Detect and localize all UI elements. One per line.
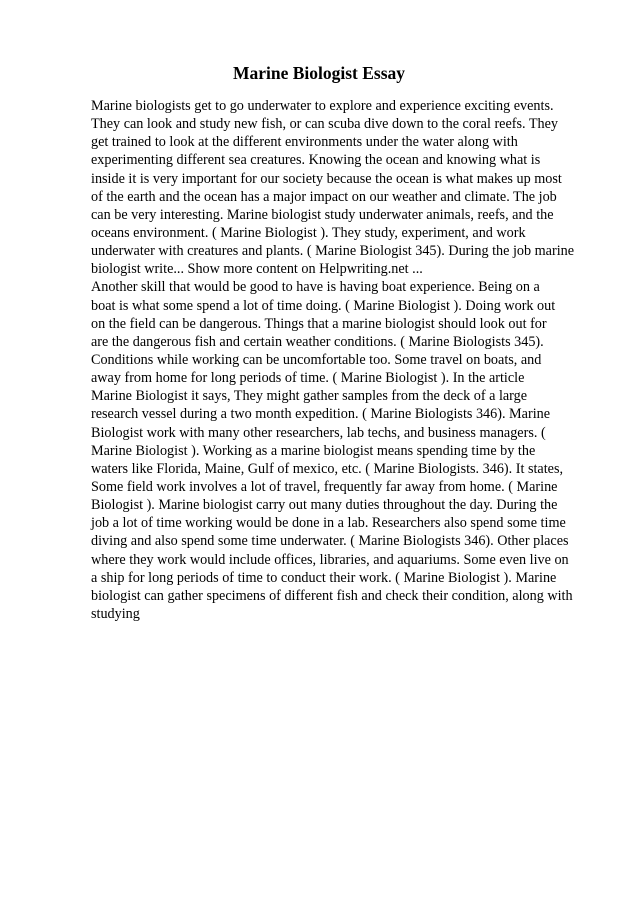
essay-line: are the dangerous fish and certain weather conditions. ( Marine Biologists 345).	[91, 333, 544, 350]
essay-line: can be very interesting. Marine biologist study underwater animals, reefs, and the	[91, 206, 554, 223]
essay-line: Some field work involves a lot of travel, frequently far away from home. ( Marine	[91, 478, 558, 495]
essay-line: Marine Biologist it says, They might gather samples from the deck of a large	[91, 388, 528, 405]
essay-line: diving and also spend some time underwater. ( Marine Biologists 346). Other places	[91, 533, 569, 550]
essay-body	[91, 97, 591, 623]
essay-line: Biologist ). Marine biologist carry out many duties throughout the day. During the	[91, 497, 558, 514]
essay-line: inside it is very important for our society because the ocean is what makes up most	[91, 170, 562, 187]
document-title: Marine Biologist Essay	[232, 63, 406, 83]
essay-line: boat is what some spend a lot of time doing. ( Marine Biologist ). Doing work out	[91, 297, 556, 314]
essay-line: Marine biologists get to go underwater to explore and experience exciting events.	[91, 98, 554, 114]
essay-line: waters like Florida, Maine, Gulf of mexico, etc. ( Marine Biologists. 346). It states,	[91, 460, 564, 477]
essay-line: on the field can be dangerous. Things that a marine biologist should look out for	[91, 315, 547, 332]
essay-line: experimenting different sea creatures. Knowing the ocean and knowing what is	[91, 152, 541, 169]
essay-line: research vessel during a two month expedition. ( Marine Biologists 346). Marine	[91, 406, 551, 423]
essay-line: where they work would include offices, libraries, and aquariums. Some even live on	[91, 551, 569, 568]
essay-line: oceans environment. ( Marine Biologist ). They study, experiment, and work	[91, 224, 526, 241]
essay-line: Marine Biologist ). Working as a marine biologist means spending time by the	[91, 442, 536, 459]
essay-line: studying	[91, 605, 140, 622]
essay-line: away from home for long periods of time. ( Marine Biologist ). In the article	[91, 370, 525, 387]
essay-line: a ship for long periods of time to conduct their work. ( Marine Biologist ). Marine	[91, 569, 557, 586]
essay-line: Biologist work with many other researchers, lab techs, and business managers. (	[91, 424, 546, 441]
essay-line: They can look and study new fish, or can scuba dive down to the coral reefs. They	[91, 116, 558, 133]
essay-line: biologist can gather specimens of different fish and check their condition, along with	[91, 587, 573, 604]
essay-line: Conditions while working can be uncomfortable too. Some travel on boats, and	[91, 351, 542, 368]
essay-line: underwater with creatures and plants. ( Marine Biologist 345). During the job marine	[91, 243, 575, 260]
essay-line: get trained to look at the different environments under the water along with	[91, 134, 518, 151]
essay-line: biologist write... Show more content on Helpwriting.net ...	[91, 261, 423, 278]
essay-line: Another skill that would be good to have is having boat experience. Being on a	[91, 279, 540, 296]
essay-line: job a lot of time working would be done in a lab. Researchers also spend some time	[91, 515, 566, 532]
essay-line: of the earth and the ocean has a major impact on our weather and climate. The job	[91, 188, 557, 205]
